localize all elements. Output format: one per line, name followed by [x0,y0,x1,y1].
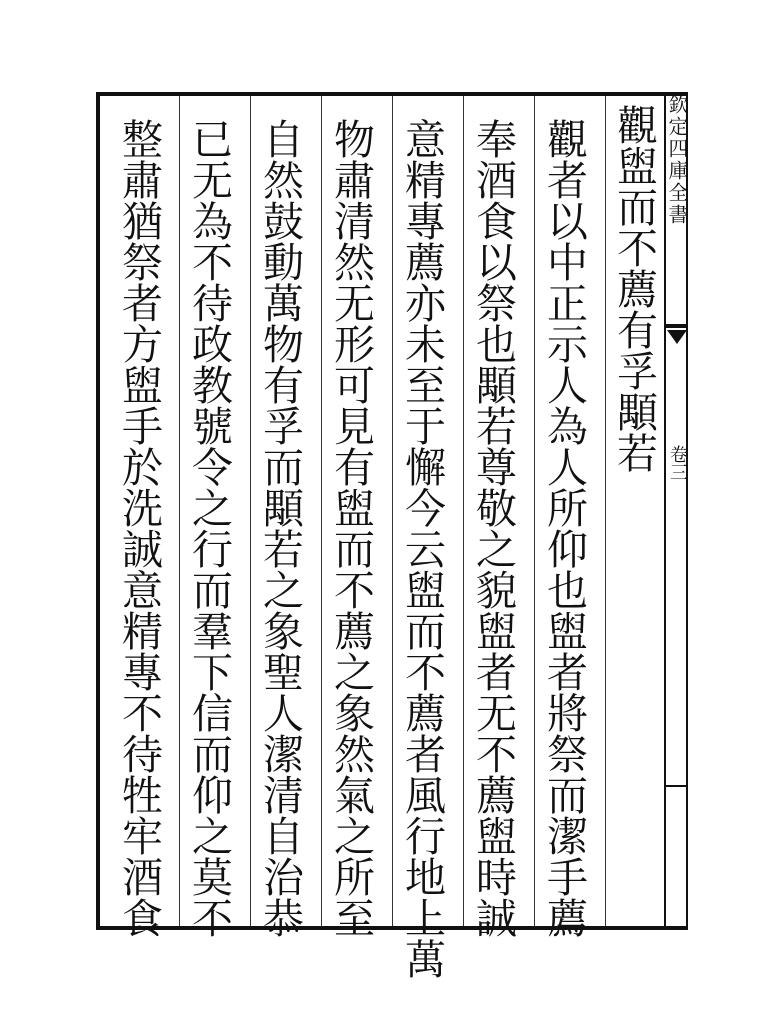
book-title: 欽定四庫全書 [665,94,689,226]
text-column-heading: 觀盥而不薦有孚顒若 [610,104,658,473]
text-column: 奉酒食以祭也顒若尊敬之貌盥者无不薦盥時誠 [469,118,517,938]
text-column: 整肅猶祭者方盥手於洗誠意精專不待牲牢酒食 [115,118,163,938]
text-column: 自然鼓動萬物有孚而顒若之象聖人潔清自治恭 [256,118,304,938]
text-column: 觀者以中正示人為人所仰也盥者將祭而潔手薦 [540,118,588,938]
volume-label: 卷三 [667,445,688,481]
fish-tail-bar [666,324,688,328]
banxin-divider [666,785,688,787]
text-column: 物肅清然无形可見有盥而不薦之象然氣之所至 [327,118,375,938]
fish-tail-mark [667,330,687,344]
text-column: 意精專薦亦未至于懈今云盥而不薦者風行地上萬 [398,118,446,979]
text-column: 已无為不待政教號令之行而羣下信而仰之莫不 [185,118,233,938]
